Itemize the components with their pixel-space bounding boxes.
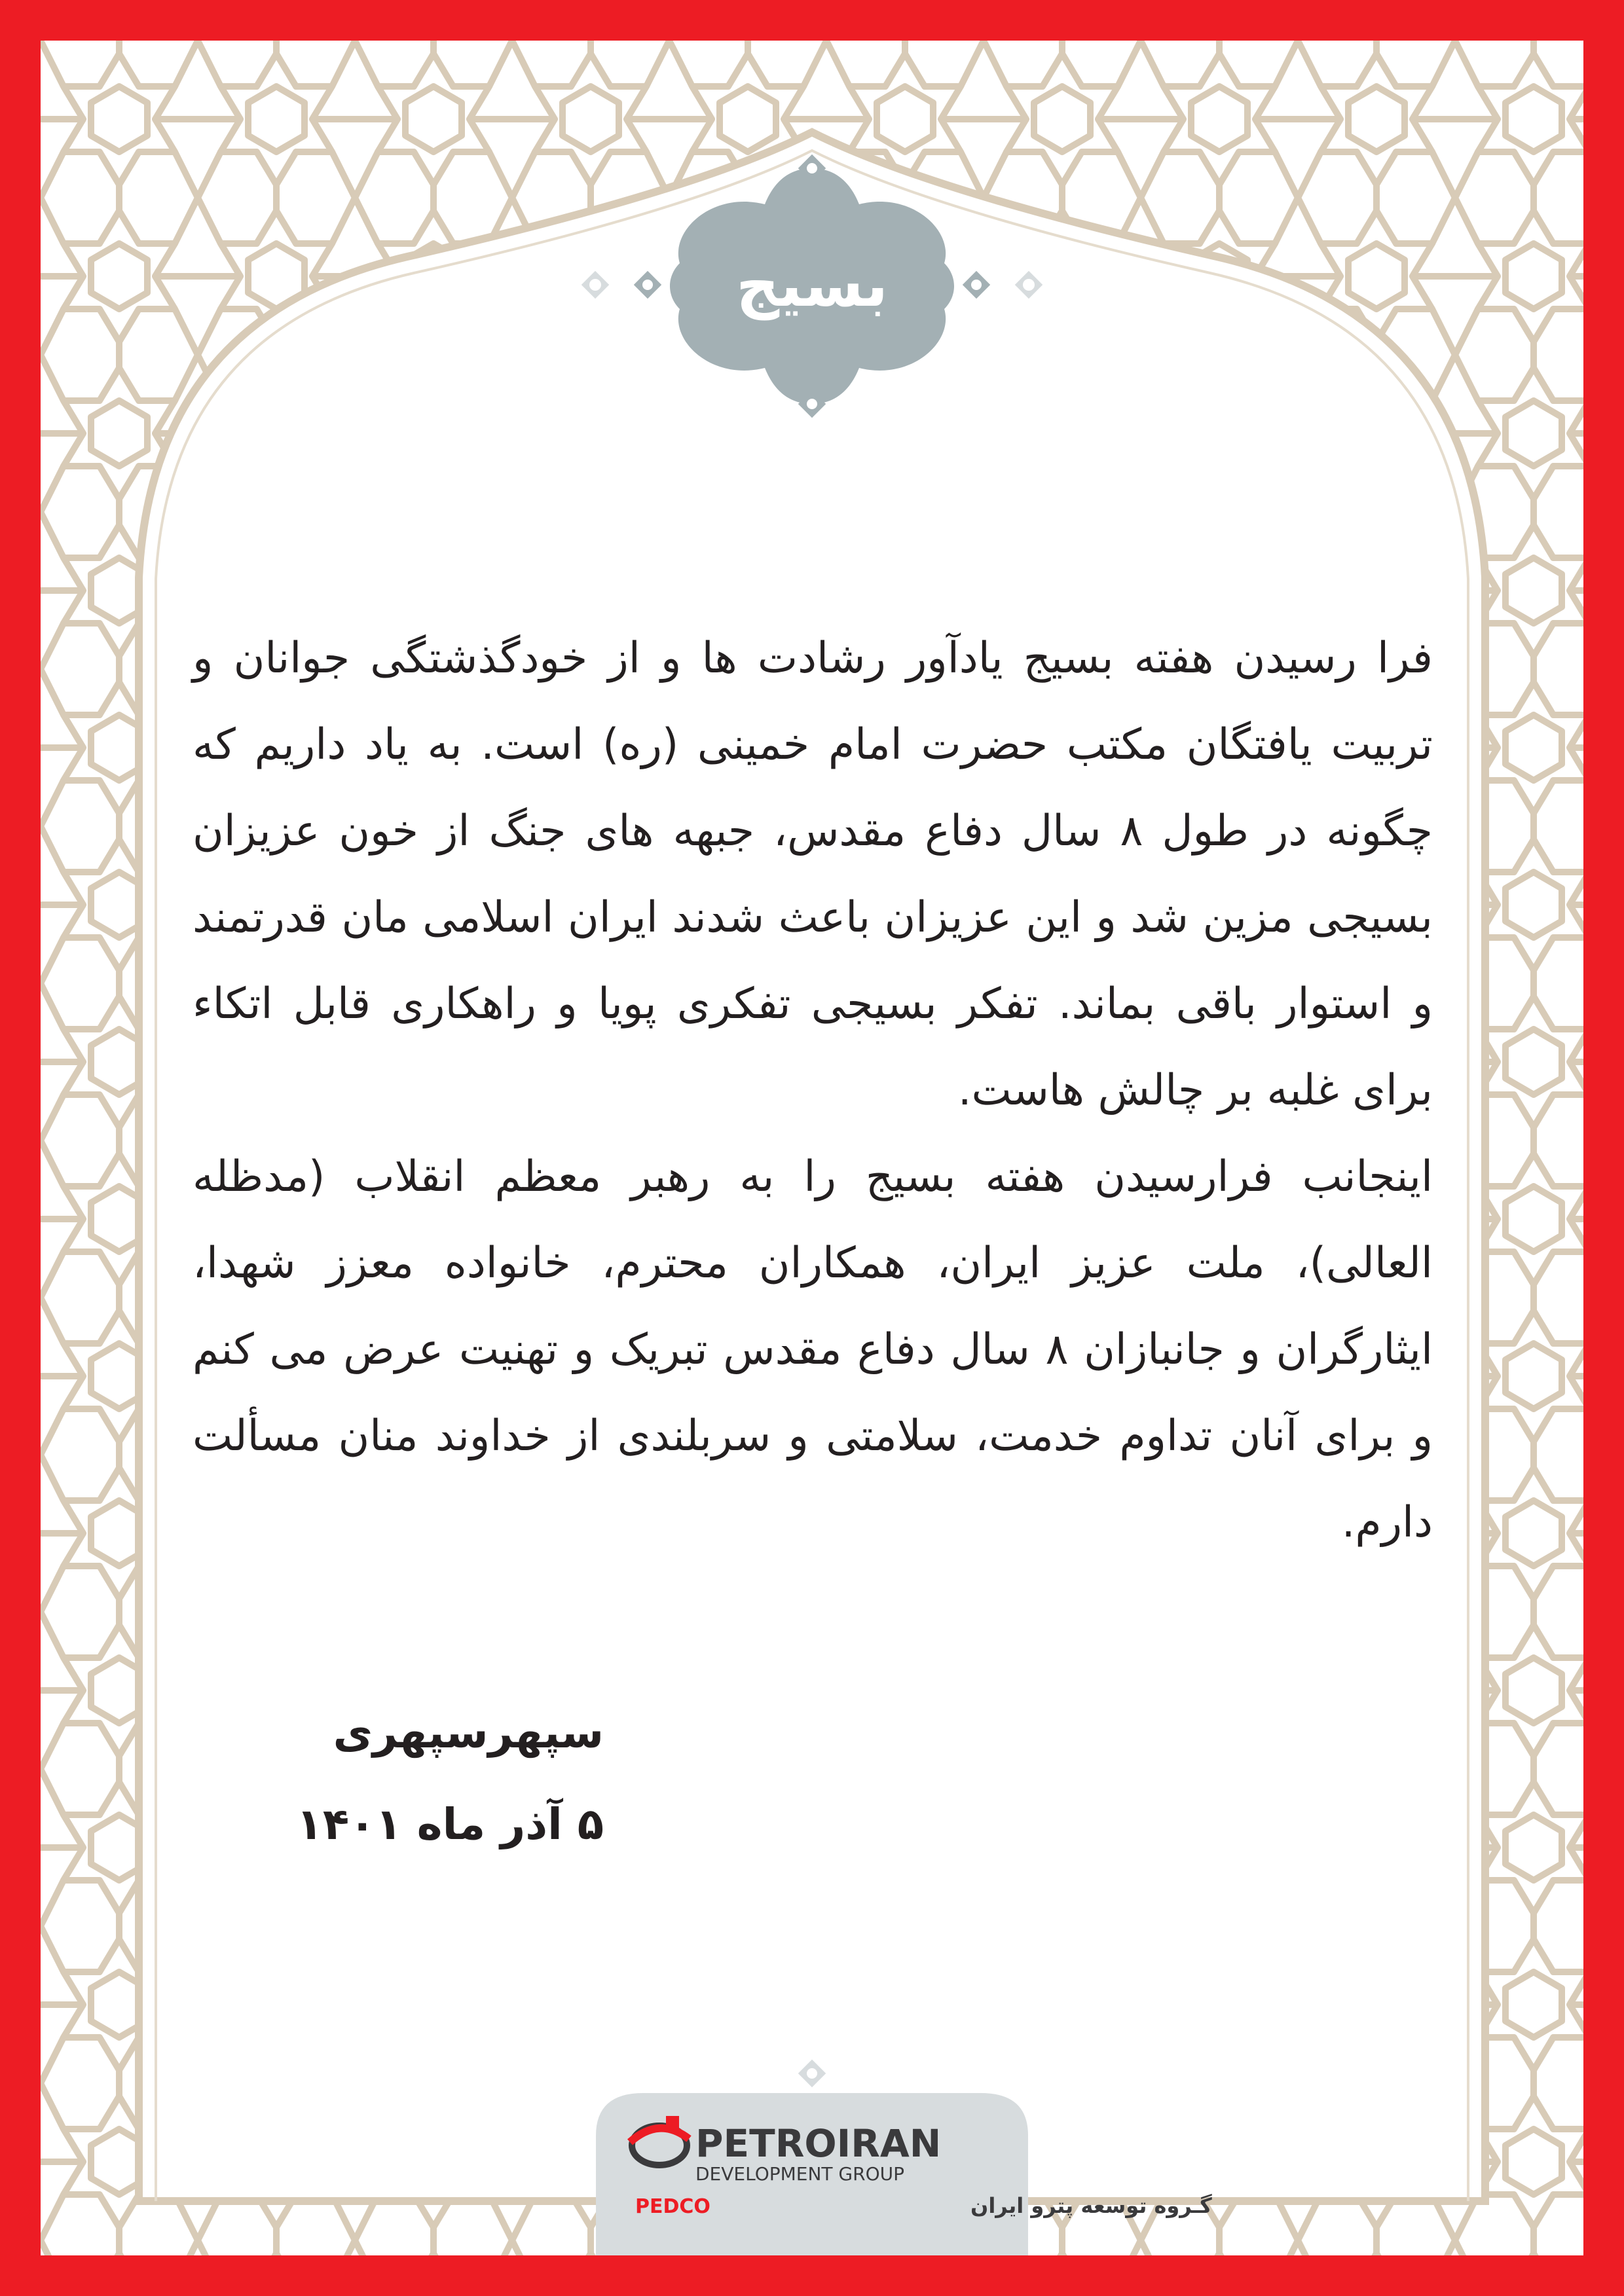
letter-sheet (41, 41, 1583, 2255)
letter-date: ۵ آذر ماه ۱۴۰۱ (296, 1799, 604, 1850)
logo-wordmark: PETROIRAN (695, 2121, 942, 2166)
letter-paragraph: اینجانب فرارسیدن هفته بسیج را به رهبر معظم انقلاب (مدظله العالی)، ملت عزیز ایران، همکاران محترم، خانواده معزز شهدا، ایثارگران و جانبازان ۸ سال دفاع مقدس تبریک و تهنیت عرض می کنم و برای آنان تداوم خدمت، سلامتی و سربلندی از خداوند منان مسألت دارم. (193, 1152, 1433, 1547)
emblem-calligraphy: بسیج (735, 250, 889, 320)
logo-subtitle: DEVELOPMENT GROUP (695, 2163, 904, 2185)
letter-body (193, 615, 1433, 1566)
signature-block (257, 1687, 604, 1870)
logo-persian: گـروه توسعه پترو ایران (970, 2193, 1212, 2218)
signer-name: سپهرسپهری (333, 1707, 604, 1758)
letter-paragraph: فرا رسیدن هفته بسیج یادآور رشادت ها و از خودگذشتگی جوانان و تربیت یافتگان مکتب حضرت امام خمینی (ره) است. به یاد داریم که چگونه در طول ۸ سال دفاع مقدس، جبهه های جنگ از خون عزیزان بسیجی مزین شد و این عزیزان باعث شدند ایران اسلامی مان قدرتمند و استوار باقی بماند. تفکر بسیجی تفکری پویا و راهکاری قابل اتکاء برای غلبه بر چالش هاست. (193, 634, 1433, 1115)
logo-abbrev: PEDCO (635, 2195, 710, 2218)
